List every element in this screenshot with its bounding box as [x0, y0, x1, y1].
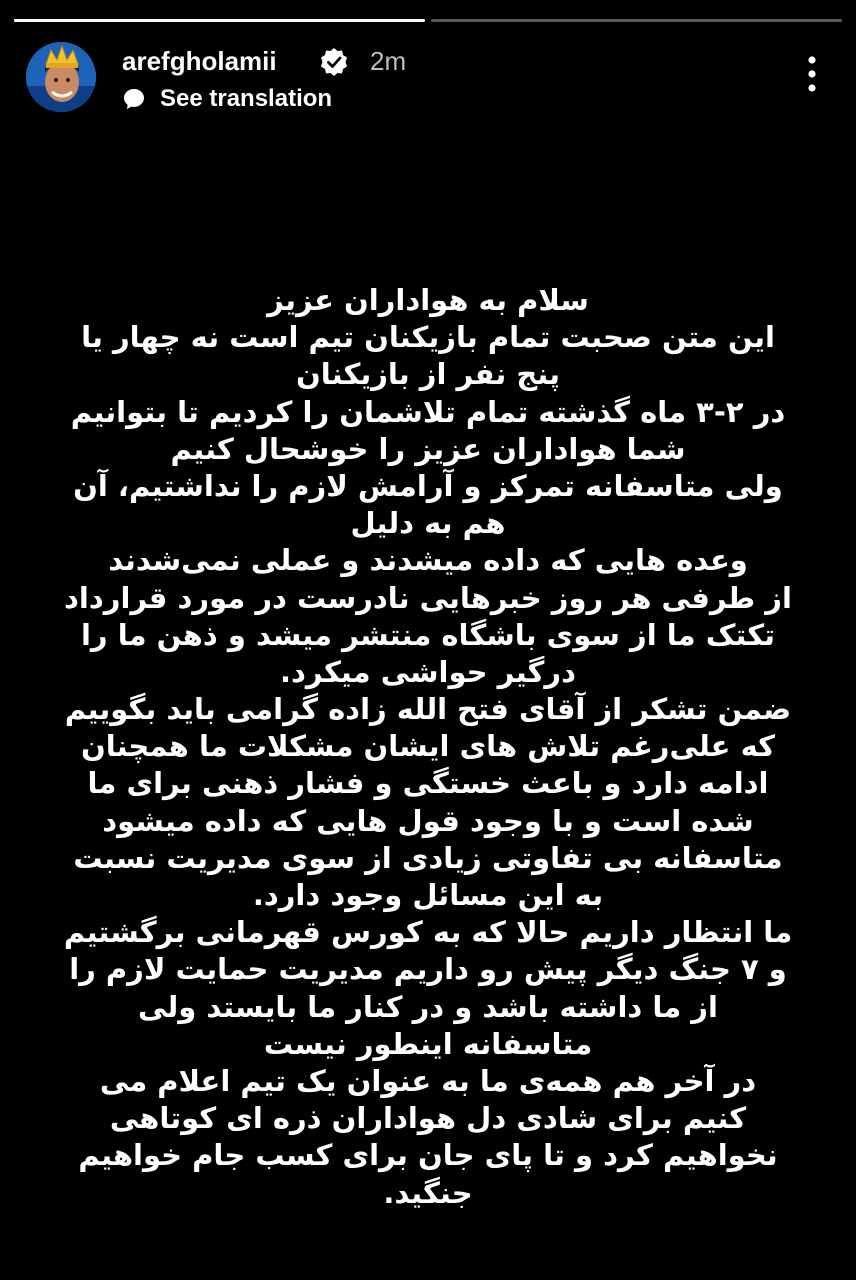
story-line: سلام به هواداران عزیز — [267, 283, 589, 317]
story-line: شما هواداران عزیز را خوشحال کنیم — [170, 431, 686, 466]
story-line: هم به دلیل — [350, 506, 506, 541]
more-options-button[interactable] — [798, 52, 826, 96]
more-vertical-icon — [798, 52, 826, 96]
see-translation-button[interactable] — [122, 84, 332, 114]
story-line: ضمن تشکر از آقای فتح الله زاده گرامی باید بگوییم — [64, 692, 792, 727]
username[interactable]: arefgholamii — [122, 46, 277, 76]
story-line: که علی‌رغم تلاش های ایشان مشکلات ما همچنان — [80, 729, 776, 764]
story-progress-segment-2 — [431, 19, 842, 22]
story-line: در آخر هم همه‌ی ما به عنوان یک تیم اعلام می — [99, 1063, 757, 1098]
story-line: متاسفانه بی تفاوتی زیادی از سوی مدیریت نسبت — [73, 840, 783, 875]
story-progress-segment-1 — [14, 19, 425, 22]
post-timestamp: 2m — [370, 46, 407, 76]
story-line: در ۲-۳ ماه گذشته تمام تلاشمان را کردیم تا بتوانیم — [70, 394, 786, 429]
story-line: نخواهیم کرد و تا پای جان برای کسب جام خواهیم — [78, 1138, 778, 1173]
story-line: درگیر حواشی میکرد. — [280, 654, 576, 689]
story-line: ادامه دارد و باعث خستگی و فشار ذهنی برای ما — [87, 766, 769, 801]
story-progress-bar — [14, 19, 842, 22]
story-line: از ما داشته باشد و در کنار ما بایستد ولی — [138, 989, 718, 1024]
story-line: تکتک ما از سوی باشگاه منتشر میشد و ذهن ما را — [80, 617, 775, 652]
see-translation-label: See translation — [160, 85, 333, 112]
verified-badge-icon — [319, 47, 349, 77]
story-line: جنگید. — [383, 1175, 473, 1210]
avatar[interactable] — [26, 42, 96, 112]
story-line: کنیم برای شادی دل هواداران ذره ای کوتاهی — [109, 1101, 747, 1136]
story-line: متاسفانه اینطور نیست — [263, 1026, 593, 1061]
story-line: این متن صحبت تمام بازیکنان تیم است نه چهار یا — [81, 320, 775, 355]
story-line: و ۷ جنگ دیگر پیش رو داریم مدیریت حمایت لازم را — [69, 952, 787, 987]
story-line: وعده هایی که داده میشدند و عملی نمی‌شدند — [108, 543, 748, 578]
story-line: به این مسائل وجود دارد. — [252, 878, 604, 912]
story-header — [26, 42, 830, 116]
story-line: پنج نفر از بازیکنان — [295, 357, 561, 392]
story-text-block — [30, 282, 826, 1212]
story-line: ما انتظار داریم حالا که به کورس قهرمانی برگشتیم — [63, 915, 793, 950]
story-progress-fill-1 — [14, 19, 425, 22]
story-line: از طرفی هر روز خبرهایی نادرست در مورد قرارداد — [64, 580, 792, 615]
speech-bubble-icon — [122, 87, 146, 111]
story-line: شده است و با وجود قول هایی که داده میشود — [102, 803, 754, 838]
avatar-image — [26, 42, 96, 112]
story-line: ولی متاسفانه تمرکز و آرامش لازم را نداشتیم، آن — [73, 468, 783, 503]
